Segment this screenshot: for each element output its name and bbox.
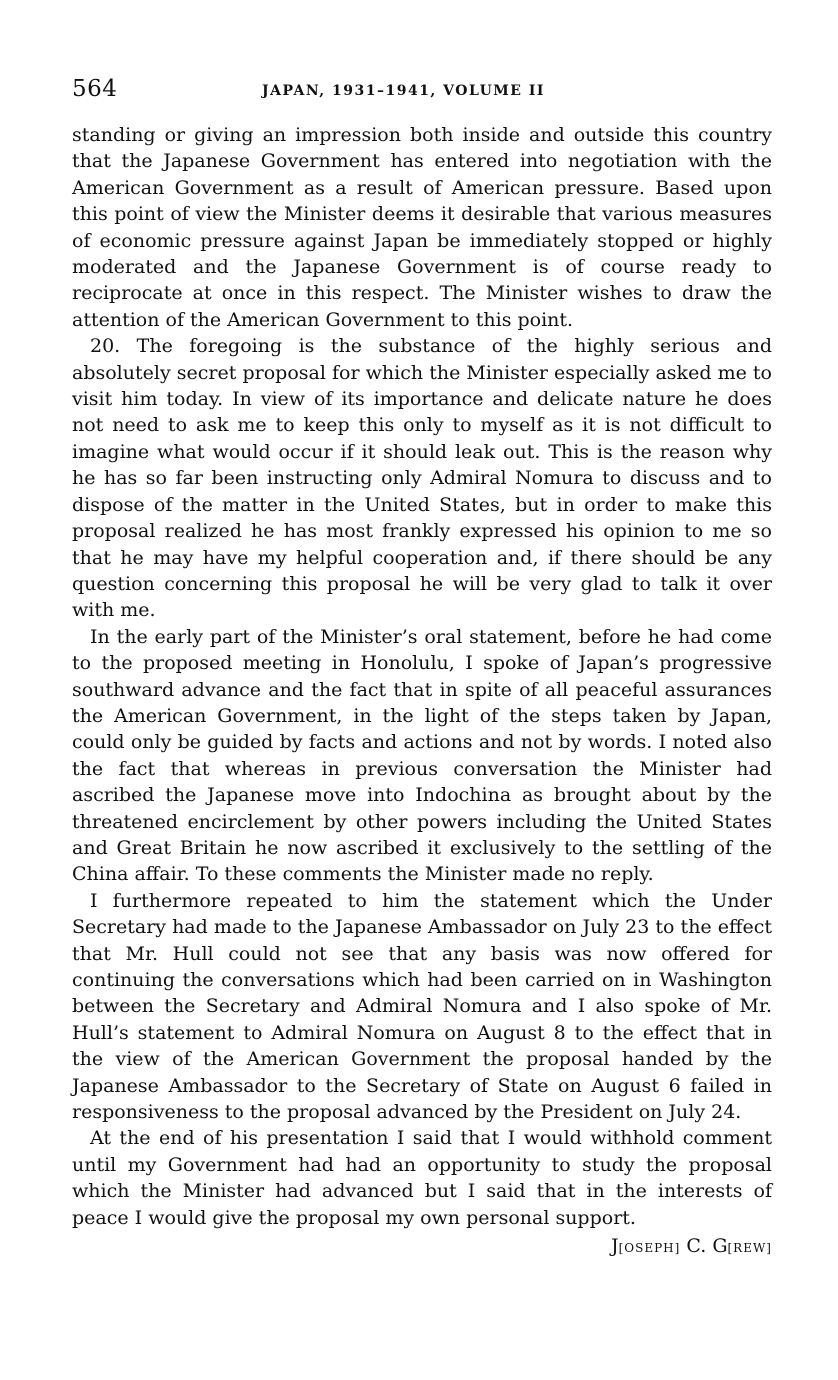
signature xyxy=(72,1233,772,1261)
document-page xyxy=(72,74,772,1261)
running-head: JAPAN, 1931–1941, VOLUME II xyxy=(262,83,545,99)
paragraph-under-secretary: I furthermore repeated to him the statement which the Under Secretary had made to the Japanese Ambassador on July 23 to the effect that Mr. Hull could not see that any basis was now offered for continuing the conversations which had been carried on in Washington between the Secretary and Admiral Nomura and I also spoke of Mr. Hull’s statement to Admiral Nomura on August 8 to the effect that in the view of the American Government the proposal handed by the Japanese Ambassador to the Secretary of State on August 6 failed in responsiveness to the proposal advanced by the President on July 24. xyxy=(72,889,772,1124)
signature-bracket-last: [REW] xyxy=(727,1241,772,1256)
page-number: 564 xyxy=(72,76,118,102)
paragraph-continued: standing or giving an impression both inside and outside this country that the Japanese Government has entered into negotiation with the American Government as a result of American pressure. Based upon this point of view the Minister deems it desirable that various measures of economic pressure against Japan be immediately stopped or highly moderated and the Japanese Government is of course ready to reciprocate at once in this respect. The Minister wishes to draw the attention of the American Government to this point. xyxy=(72,124,772,331)
body-text xyxy=(72,122,772,1231)
signature-middle-initial: C. xyxy=(686,1235,707,1258)
signature-initial-j: J xyxy=(610,1235,619,1258)
signature-initial-g: G xyxy=(712,1235,728,1258)
page-header xyxy=(72,74,772,114)
paragraph-oral-statement: In the early part of the Minister’s oral statement, before he had come to the proposed meeting in Honolulu, I spoke of Japan’s progressive southward advance and the fact that in spite of all peaceful assurances the American Government, in the light of the steps taken by Japan, could only be guided by facts and actions and not by words. I noted also the fact that whereas in previous conversation the Minister had ascribed the Japanese move into Indochina as brought about by the threatened encirclement by other powers including the United States and Great Britain he now ascribed it exclusively to the settling of the China affair. To these comments the Minister made no reply. xyxy=(72,625,772,886)
paragraph-20: 20. The foregoing is the substance of the highly serious and absolutely secret proposal for which the Minister especially asked me to visit him today. In view of its importance and delicate nature he does not need to ask me to keep this only to myself as it is not difficult to imagine what would occur if it should leak out. This is the reason why he has so far been instructing only Admiral Nomura to discuss and to dispose of the matter in the United States, but in order to make this proposal realized he has most frankly expressed his opinion to me so that he may have my helpful cooperation and, if there should be any question concerning this proposal he will be very glad to talk it over with me. xyxy=(72,335,772,622)
paragraph-presentation-end: At the end of his presentation I said that I would withhold comment until my Government had had an opportunity to study the proposal which the Minister had advanced but I said that in the interests of peace I would give the proposal my own personal support. xyxy=(72,1127,772,1229)
signature-bracket-first: [OSEPH] xyxy=(618,1241,681,1256)
